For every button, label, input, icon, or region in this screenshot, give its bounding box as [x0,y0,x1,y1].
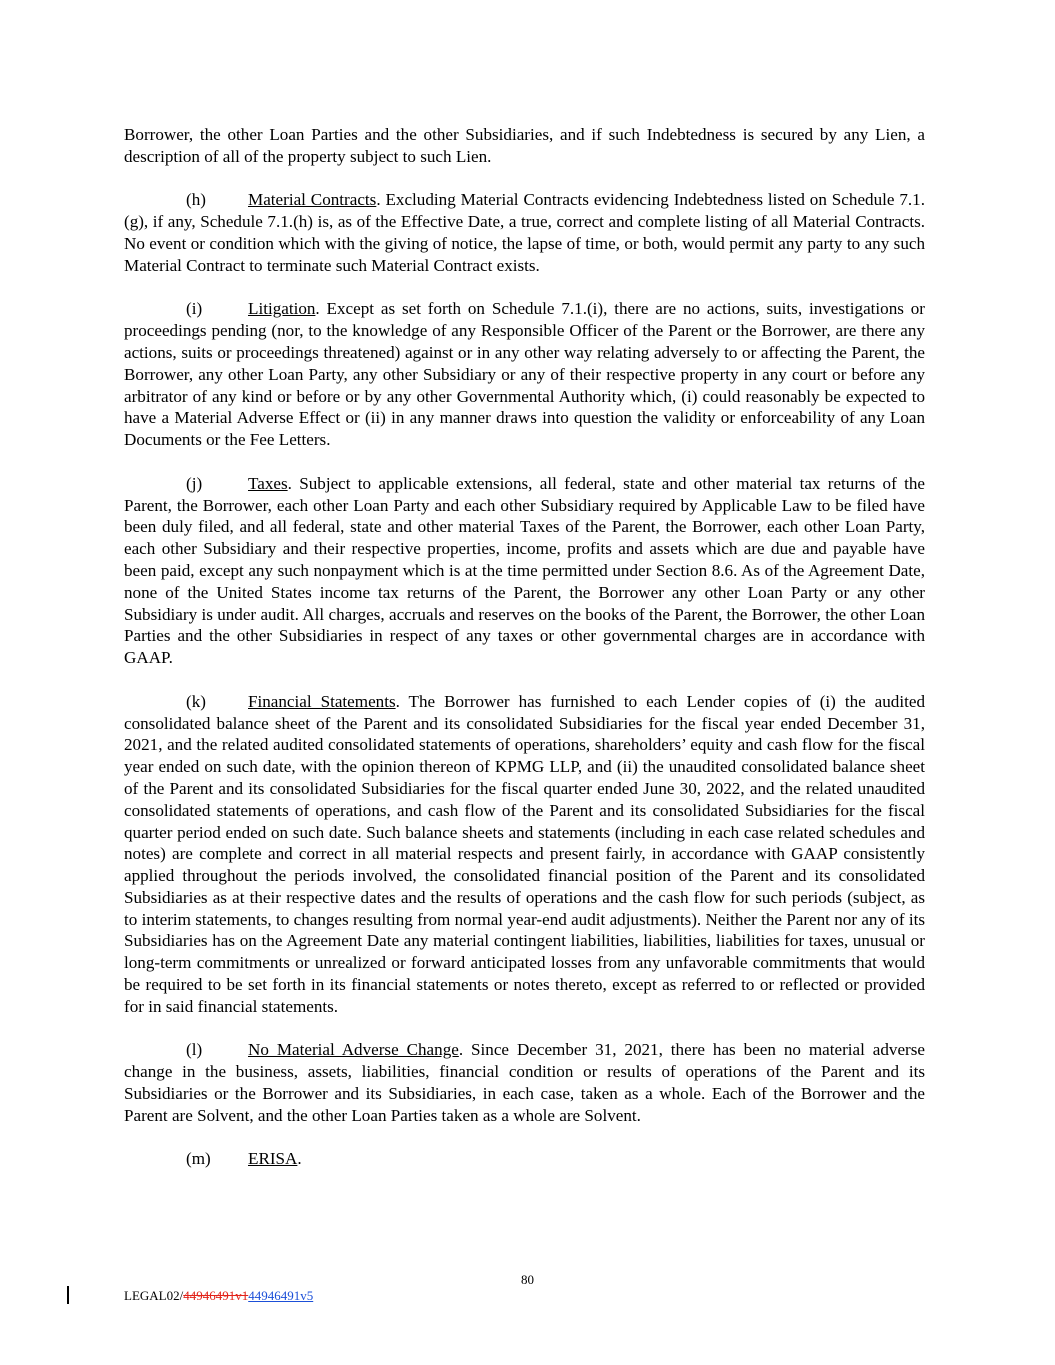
section-label: (h) [186,190,206,210]
section-heading: No Material Adverse Change [248,1040,459,1060]
body-text [124,124,925,1192]
section-heading: ERISA [248,1149,298,1169]
section-i [124,298,925,451]
section-h [124,189,925,276]
section-text: . [297,1149,302,1169]
section-heading: Financial Statements [248,691,396,711]
section-label: (i) [186,299,203,319]
section-m [124,1148,925,1170]
inserted-doc-id: 44946491v5 [248,1288,314,1303]
section-j [124,473,925,669]
intro-paragraph: Borrower, the other Loan Parties and the other Subsidiaries, and if such Indebtedness is secured by any Lien, a description of all of the property subject to such Lien. [124,125,925,166]
section-label: (k) [186,691,206,711]
section-text: . Since December 31, 2021, there has been no material adverse change in the business, assets, liabilities, financial condition or results of operations of the Parent and its Subsidiaries or the Borrower and its Subsidiaries, in each case, taken as a whole. Each of the Borrower and the Parent are Solvent, and the other Loan Parties taken as a whole are Solvent. [124,1040,925,1125]
section-text: . Except as set forth on Schedule 7.1.(i), there are no actions, suits, investigations or proceedings pending (nor, to the knowledge of any Responsible Officer of the Parent or the Borrower, are there any actions, suits or proceedings threatened) against or in any other way relating adversely to or affecting the Parent, the Borrower, any other Loan Party, any other Subsidiary or any of their respective property in any court or before any arbitrator of any kind or before or by any other Governmental Authority which, (i) could reasonably be expected to have a Material Adverse Effect or (ii) in any manner draws into question the validity or enforceability of any Loan Documents or the Fee Letters. [124,299,925,450]
document-id [124,1288,313,1304]
section-heading: Litigation [248,299,316,319]
section-heading: Material Contracts [248,190,377,210]
page-number: 80 [521,1272,534,1287]
section-k [124,691,925,1018]
section-l [124,1039,925,1126]
doc-prefix: LEGAL02/ [124,1288,184,1303]
section-label: (l) [186,1040,203,1060]
section-text: . Excluding Material Contracts evidencing Indebtedness listed on Schedule 7.1.(g), if any, Schedule 7.1.(h) is, as of the Effective Date, a true, correct and complete listing of all Material Contracts. No event or condition which with the giving of notice, the lapse of time, or both, would permit any party to any such Material Contract to terminate such Material Contract exists. [124,190,925,275]
section-heading: Taxes [248,473,288,493]
deleted-doc-id: 44946491v1 [183,1288,249,1303]
section-text: . Subject to applicable extensions, all federal, state and other material tax returns of the Parent, the Borrower, each other Loan Party and each other Subsidiary required by Applicable Law to be filed have been duly filed, and all federal, state and other material Taxes of the Parent, the Borrower, each other Loan Party, each other Subsidiary and their respective properties, income, profits and assets which are due and payable have been paid, except any such nonpayment which is at the time permitted under Section 8.6. As of the Agreement Date, none of the United States income tax returns of the Parent, the Borrower any other Loan Party or any other Subsidiary is under audit. All charges, accruals and reserves on the books of the Parent, the Borrower, the other Loan Parties and the other Subsidiaries in respect of any taxes or other governmental charges are in accordance with GAAP. [124,473,925,668]
section-text: . The Borrower has furnished to each Lender copies of (i) the audited consolidated balance sheet of the Parent and its consolidated Subsidiaries for the fiscal year ended December 31, 2021, and the related audited consolidated statements of operations, shareholders’ equity and cash flow for the fiscal year ended on such date, with the opinion thereon of KPMG LLP, and (ii) the unaudited consolidated balance sheet of the Parent and its consolidated Subsidiaries for the fiscal quarter ended June 30, 2022, and the related unaudited consolidated statements of operations, and cash flow of the Parent and its consolidated Subsidiaries for the fiscal quarter period ended on such date. Such balance sheets and statements (including in each case related schedules and notes) are complete and correct in all material respects and present fairly, in accordance with GAAP consistently applied throughout the periods involved, the consolidated financial position of the Parent and its consolidated Subsidiaries as at their respective dates and the results of operations and the cash flow for such periods (subject, as to interim statements, to changes resulting from normal year-end audit adjustments). Neither the Parent nor any of its Subsidiaries has on the Agreement Date any material contingent liabilities, liabilities, liabilities for taxes, unusual or long-term commitments or unrealized or forward anticipated losses from any unfavorable commitments that would be required to be set forth in its financial statements or notes thereto, except as referred to or reflected or provided for in said financial statements. [124,691,925,1016]
section-label: (j) [186,473,203,493]
section-label: (m) [186,1149,211,1169]
change-bar [67,1286,69,1304]
